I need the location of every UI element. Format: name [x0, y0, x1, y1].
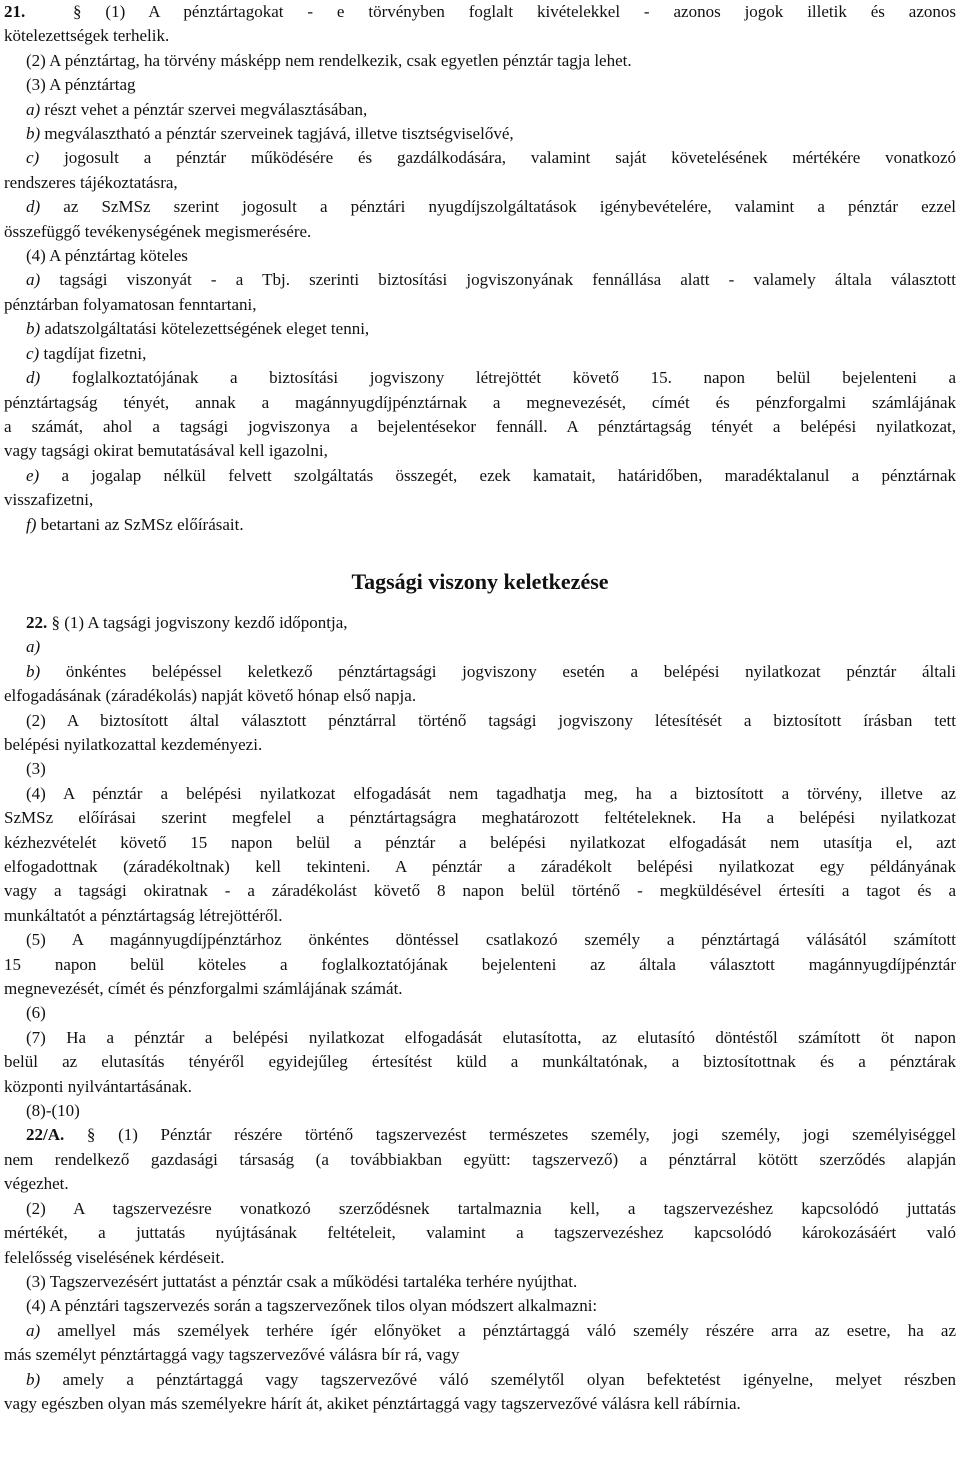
paragraph-text: kézhezvételét követő 15 napon belül a pénztár a belépési nyilatkozat elfogadását nem utasítja el, azt — [4, 832, 956, 852]
paragraph-text: belül az elutasítás tényéről egyidejűleg értesítést küld a munkáltatónak, a biztosítottnak és a pénztárak — [4, 1052, 956, 1072]
list-letter: f) — [26, 514, 37, 534]
list-item — [4, 317, 956, 341]
list-item — [4, 98, 956, 122]
paragraph-text: betartani az SzMSz előírásait. — [40, 514, 244, 534]
paragraph-text: központi nyilvántartásának. — [4, 1076, 192, 1096]
paragraph-text: összefüggő tevékenységének megismerésére. — [4, 221, 312, 241]
paragraph-text: pénztártagság tényét, annak a magánnyugdíjpénztárnak a megnevezését, címét és pénzforgalmi számlájának — [4, 392, 956, 412]
list-letter: b) — [26, 319, 41, 339]
list-item — [4, 268, 956, 292]
paragraph-text: a számát, ahol a tagsági jogviszonya a bejelentésekor fennáll. A pénztártagság tényét a belépési nyilatkozat, — [4, 416, 956, 436]
paragraph-text: rendszeres tájékoztatásra, — [4, 172, 178, 192]
paragraph-text: (5) A magánnyugdíjpénztárhoz önkéntes döntéssel csatlakozó személy a pénztártagá válásától számított — [26, 930, 956, 950]
paragraph-text: adatszolgáltatási kötelezettségének eleget tenni, — [44, 319, 370, 339]
list-item — [4, 513, 956, 537]
paragraph-text: mértékét, a juttatás nyújtásának feltételeit, valamint a tagszervezéshez kapcsolódó károkozásáért való — [4, 1223, 956, 1243]
section-22a-paragraph-1: 22/A. § (1) Pénztár részére történő tagszervezést természetes személy, jogi személy, jogi személyiséggel — [26, 1125, 957, 1145]
paragraph-text: (3) Tagszervezésért juttatást a pénztár csak a működési tartaléka terhére nyújthat. — [26, 1271, 578, 1291]
paragraph-text: vagy egészben olyan más személyekre hárít át, akiket pénztártaggá vagy tagszervezővé válásra kell rábírnia. — [4, 1393, 741, 1413]
paragraph-text: (2) A pénztártag, ha törvény másképp nem rendelkezik, csak egyetlen pénztár tagja lehet. — [26, 50, 632, 70]
paragraph-text: (4) A pénztártag köteles — [26, 246, 188, 266]
paragraph-text: (2) A tagszervezésre vonatkozó szerződésnek tartalmaznia kell, a tagszervezéshez kapcsolódó juttatás — [26, 1198, 956, 1218]
section-number: 21. — [4, 2, 26, 21]
list-letter: a) — [26, 637, 41, 657]
list-letter: a) — [26, 270, 41, 290]
paragraph-text: munkáltatót a pénztártagság létrejöttéről. — [4, 905, 283, 925]
paragraph-text: (3) A pénztártag — [26, 75, 136, 95]
paragraph-text: más személyt pénztártaggá vagy tagszervezővé válásra bír rá, vagy — [4, 1345, 460, 1365]
list-item — [4, 195, 956, 219]
paragraph-text: az SzMSz szerint jogosult a pénztári nyugdíjszolgáltatások igénybevételére, valamint a pénztár ezzel — [63, 197, 957, 217]
paragraph-text: tagdíjat fizetni, — [43, 343, 147, 363]
list-item — [4, 342, 956, 366]
paragraph-text: (1) Pénztár részére történő tagszervezést természetes személy, jogi személy, jogi személyiséggel — [118, 1125, 957, 1145]
paragraph-text: vagy a tagsági okiratnak - a záradékolást követő 8 napon belül történő - megküldésével értesíti a tagot és a — [4, 881, 956, 901]
list-letter: a) — [26, 1320, 41, 1340]
paragraph-text: belépési nyilatkozattal kezdeményezi. — [4, 734, 263, 754]
list-item — [4, 1368, 956, 1392]
paragraph-text: visszafizetni, — [4, 490, 94, 510]
paragraph-text: jogosult a pénztár működésére és gazdálkodására, valamint saját követelésének mértékére vonatkozó — [64, 148, 956, 168]
section-21-paragraph-1: 21. § (1) A pénztártagokat - e törvényben foglalt kivételekkel - azonos jogok illetik és azonos — [4, 2, 956, 21]
paragraph-text: nem rendelkező gazdasági társaság (a továbbiakban együtt: tagszervező) a pénztárral kötött szerződés alapján — [4, 1149, 956, 1169]
paragraph-text: pénztárban folyamatosan fenntartani, — [4, 294, 257, 314]
list-letter: a) — [26, 99, 41, 119]
list-letter: d) — [26, 368, 41, 388]
paragraph-text: vagy tagsági okirat bemutatásával kell igazolni, — [4, 441, 328, 461]
paragraph-text: foglalkoztatójának a biztosítási jogviszony létrejöttét követő 15. napon belül bejelenteni a — [71, 368, 957, 388]
paragraph-text: (4) A pénztár a belépési nyilatkozat elfogadását nem tagadhatja meg, ha a biztosított a törvény, illetve az — [26, 783, 956, 803]
section-22-paragraph-1: 22. § (1) A tagsági jogviszony kezdő időpontja, — [26, 612, 348, 632]
list-letter: c) — [26, 148, 40, 168]
paragraph-text: részt vehet a pénztár szervei megválasztásában, — [44, 99, 368, 119]
paragraph-text: tagsági viszonyát - a Tbj. szerinti biztosítási jogviszonyának fennállása alatt - valamely általa választott — [59, 270, 957, 290]
paragraph-text: amellyel más személyek terhére ígér előnyöket a pénztártaggá váló személy részére arra az esetre, ha az — [57, 1320, 956, 1340]
list-letter: e) — [26, 465, 40, 485]
paragraph-text: SzMSz előírásai szerint megfelel a pénztártagságra meghatározott feltételeknek. Ha a belépési nyilatkozat — [4, 808, 956, 828]
list-letter: b) — [26, 661, 41, 681]
list-letter: b) — [26, 1369, 41, 1389]
list-item — [4, 1319, 956, 1343]
paragraph-text: (8)-(10) — [26, 1101, 80, 1121]
list-letter: d) — [26, 197, 41, 217]
list-item — [4, 122, 956, 146]
paragraph-text: (2) A biztosított által választott pénztárral történő tagsági jogviszony létesítését a biztosított írásban tett — [26, 710, 956, 730]
list-item — [4, 635, 956, 659]
paragraph-text: felelősség viselésének kérdéseit. — [4, 1247, 225, 1267]
list-item — [4, 366, 956, 390]
paragraph-text: 15 napon belül köteles a foglalkoztatójának bejelenteni az általa választott magánnyugdíjpénztár — [4, 954, 956, 974]
paragraph-text: (3) — [26, 759, 46, 779]
paragraph-text: megválasztható a pénztár szerveinek tagjává, illetve tisztségviselővé, — [44, 124, 514, 144]
paragraph-text: (7) Ha a pénztár a belépési nyilatkozat elfogadását elutasította, az elutasító döntéstől számított öt napon — [26, 1027, 956, 1047]
section-heading: Tagsági viszony keletkezése — [351, 568, 609, 594]
list-item — [4, 464, 956, 488]
section-number: 22/A. — [26, 1125, 65, 1145]
list-letter: b) — [26, 124, 41, 144]
paragraph-text: (6) — [26, 1003, 46, 1023]
spacer — [4, 537, 956, 561]
list-letter: c) — [26, 343, 40, 363]
paragraph-text: megnevezését, címét és pénzforgalmi számlájának számát. — [4, 979, 403, 999]
list-item — [4, 146, 956, 170]
section-number: 22. — [26, 612, 48, 632]
list-item — [4, 660, 956, 684]
paragraph-text: a jogalap nélkül felvett szolgáltatás összegét, ezek kamatait, határidőben, maradéktalanul a pénztárnak — [61, 465, 957, 485]
paragraph-text: végezhet. — [4, 1174, 69, 1194]
paragraph-text: amely a pénztártaggá vagy tagszervezővé váló személytől olyan befektetést igényelne, melyet részben — [62, 1369, 957, 1389]
paragraph-text: önkéntes belépéssel keletkező pénztártagsági jogviszony esetén a belépési nyilatkozat pénztár általi — [65, 661, 956, 681]
paragraph-text: (1) A tagsági jogviszony kezdő időpontja, — [64, 612, 348, 632]
paragraph-text: (4) A pénztári tagszervezés során a tagszervezőnek tilos olyan módszert alkalmazni: — [26, 1296, 598, 1316]
paragraph-text: (1) A pénztártagokat - e törvényben foglalt kivételekkel - azonos jogok illetik és azonos — [105, 2, 956, 21]
paragraph-text: elfogadásának (záradékolás) napját követő hónap első napja. — [4, 686, 417, 706]
paragraph-text: elfogadottnak (záradékoltnak) kell tekinteni. A pénztár a záradékolt belépési nyilatkozat egy példányának — [4, 857, 956, 876]
paragraph-text: kötelezettségek terhelik. — [4, 26, 170, 46]
